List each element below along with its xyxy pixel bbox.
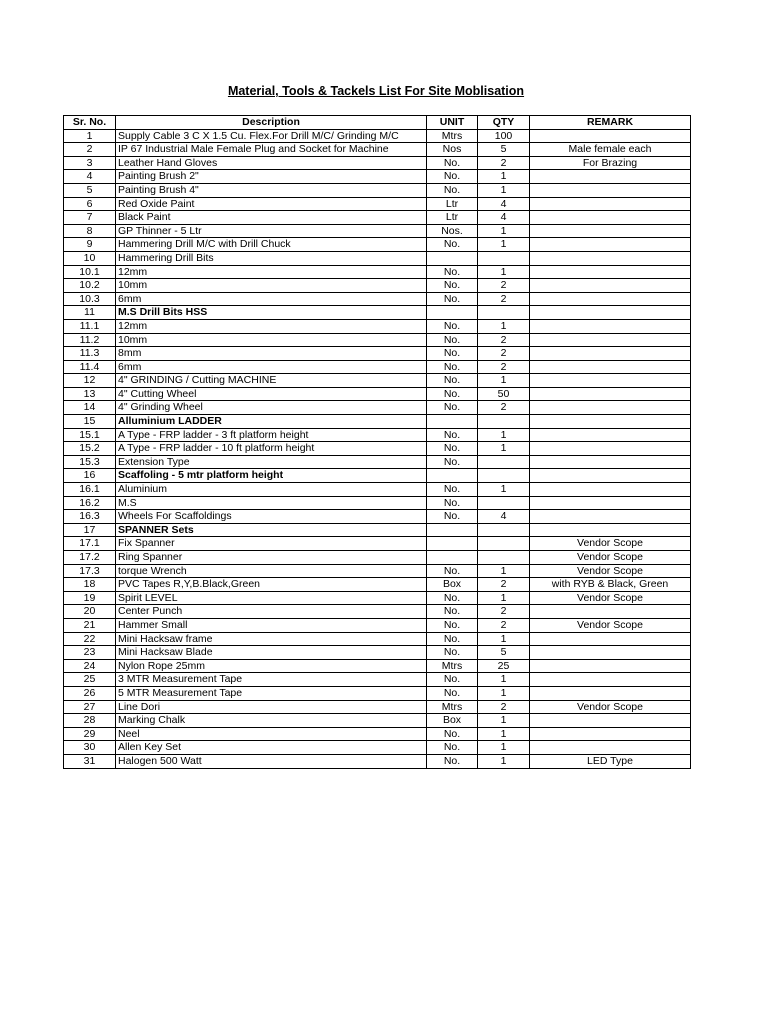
cell-qty: [478, 469, 530, 483]
header-qty: QTY: [478, 116, 530, 130]
cell-remark: [530, 469, 691, 483]
cell-remark: [530, 727, 691, 741]
cell-remark: [530, 360, 691, 374]
cell-srno: 7: [64, 211, 116, 225]
cell-unit: No.: [427, 279, 478, 293]
cell-unit: No.: [427, 183, 478, 197]
cell-unit: No.: [427, 605, 478, 619]
cell-remark: with RYB & Black, Green: [530, 578, 691, 592]
cell-srno: 29: [64, 727, 116, 741]
cell-remark: [530, 510, 691, 524]
cell-remark: [530, 129, 691, 143]
cell-remark: Vendor Scope: [530, 537, 691, 551]
cell-srno: 3: [64, 156, 116, 170]
header-remark: REMARK: [530, 116, 691, 130]
cell-remark: [530, 673, 691, 687]
cell-srno: 11: [64, 306, 116, 320]
cell-unit: [427, 523, 478, 537]
cell-description: 10mm: [116, 333, 427, 347]
cell-qty: 1: [478, 442, 530, 456]
cell-qty: 4: [478, 510, 530, 524]
cell-description: torque Wrench: [116, 564, 427, 578]
cell-qty: 25: [478, 659, 530, 673]
header-description: Description: [116, 116, 427, 130]
table-row: [64, 632, 691, 646]
cell-description: Nylon Rope 25mm: [116, 659, 427, 673]
table-row: [64, 279, 691, 293]
cell-srno: 11.3: [64, 347, 116, 361]
table-row: [64, 347, 691, 361]
cell-unit: No.: [427, 632, 478, 646]
cell-qty: 1: [478, 428, 530, 442]
cell-srno: 11.2: [64, 333, 116, 347]
table-row: [64, 578, 691, 592]
cell-unit: No.: [427, 673, 478, 687]
cell-qty: 2: [478, 292, 530, 306]
cell-qty: 4: [478, 197, 530, 211]
table-row: [64, 564, 691, 578]
cell-srno: 6: [64, 197, 116, 211]
cell-description: Mini Hacksaw Blade: [116, 646, 427, 660]
table-row: [64, 197, 691, 211]
table-row: [64, 646, 691, 660]
cell-qty: 2: [478, 333, 530, 347]
cell-unit: No.: [427, 591, 478, 605]
cell-qty: 1: [478, 319, 530, 333]
cell-qty: 100: [478, 129, 530, 143]
cell-description: A Type - FRP ladder - 3 ft platform height: [116, 428, 427, 442]
table-row: [64, 510, 691, 524]
cell-description: Extension Type: [116, 455, 427, 469]
cell-unit: [427, 251, 478, 265]
cell-remark: [530, 741, 691, 755]
cell-unit: No.: [427, 741, 478, 755]
table-row: [64, 714, 691, 728]
table-row: [64, 387, 691, 401]
cell-unit: No.: [427, 455, 478, 469]
cell-unit: No.: [427, 618, 478, 632]
cell-remark: [530, 605, 691, 619]
cell-remark: Vendor Scope: [530, 551, 691, 565]
table-row: [64, 618, 691, 632]
table-row: [64, 496, 691, 510]
cell-description: 10mm: [116, 279, 427, 293]
cell-unit: Nos.: [427, 224, 478, 238]
cell-description: 8mm: [116, 347, 427, 361]
table-body: [64, 129, 691, 768]
cell-remark: [530, 455, 691, 469]
cell-remark: [530, 428, 691, 442]
cell-remark: LED Type: [530, 754, 691, 768]
cell-unit: [427, 551, 478, 565]
cell-srno: 19: [64, 591, 116, 605]
cell-srno: 5: [64, 183, 116, 197]
cell-remark: Vendor Scope: [530, 564, 691, 578]
table-row: [64, 292, 691, 306]
cell-description: IP 67 Industrial Male Female Plug and Socket for Machine: [116, 143, 427, 157]
cell-qty: [478, 496, 530, 510]
cell-srno: 17.2: [64, 551, 116, 565]
cell-description: Hammer Small: [116, 618, 427, 632]
cell-qty: 5: [478, 143, 530, 157]
cell-unit: No.: [427, 428, 478, 442]
cell-remark: [530, 170, 691, 184]
cell-srno: 1: [64, 129, 116, 143]
table-row: [64, 306, 691, 320]
cell-srno: 8: [64, 224, 116, 238]
cell-srno: 28: [64, 714, 116, 728]
table-row: [64, 686, 691, 700]
cell-srno: 11.4: [64, 360, 116, 374]
cell-description: 12mm: [116, 265, 427, 279]
cell-description: A Type - FRP ladder - 10 ft platform height: [116, 442, 427, 456]
cell-srno: 16.3: [64, 510, 116, 524]
cell-unit: No.: [427, 319, 478, 333]
cell-qty: [478, 415, 530, 429]
table-row: [64, 374, 691, 388]
cell-srno: 17.3: [64, 564, 116, 578]
cell-description: M.S: [116, 496, 427, 510]
cell-srno: 10: [64, 251, 116, 265]
cell-unit: No.: [427, 292, 478, 306]
cell-description: 6mm: [116, 292, 427, 306]
cell-description: Painting Brush 2": [116, 170, 427, 184]
header-srno: Sr. No.: [64, 116, 116, 130]
cell-qty: 1: [478, 265, 530, 279]
cell-unit: Mtrs: [427, 700, 478, 714]
cell-unit: No.: [427, 483, 478, 497]
cell-description: PVC Tapes R,Y,B.Black,Green: [116, 578, 427, 592]
cell-remark: [530, 415, 691, 429]
cell-srno: 27: [64, 700, 116, 714]
cell-description: Painting Brush 4": [116, 183, 427, 197]
cell-description: 5 MTR Measurement Tape: [116, 686, 427, 700]
cell-unit: No.: [427, 496, 478, 510]
cell-qty: 1: [478, 170, 530, 184]
cell-unit: No.: [427, 510, 478, 524]
table-row: [64, 469, 691, 483]
materials-table: [63, 115, 691, 769]
cell-qty: 2: [478, 700, 530, 714]
table-row: [64, 224, 691, 238]
cell-qty: [478, 551, 530, 565]
cell-unit: Mtrs: [427, 129, 478, 143]
cell-description: Neel: [116, 727, 427, 741]
table-row: [64, 401, 691, 415]
table-row: [64, 251, 691, 265]
cell-qty: 2: [478, 360, 530, 374]
table-row: [64, 211, 691, 225]
cell-qty: [478, 455, 530, 469]
cell-unit: [427, 537, 478, 551]
cell-srno: 23: [64, 646, 116, 660]
cell-srno: 30: [64, 741, 116, 755]
cell-description: Hammering Drill Bits: [116, 251, 427, 265]
cell-description: GP Thinner - 5 Ltr: [116, 224, 427, 238]
cell-unit: No.: [427, 646, 478, 660]
cell-description: Ring Spanner: [116, 551, 427, 565]
cell-remark: [530, 659, 691, 673]
table-row: [64, 523, 691, 537]
table-row: [64, 170, 691, 184]
cell-srno: 12: [64, 374, 116, 388]
cell-srno: 9: [64, 238, 116, 252]
cell-remark: [530, 319, 691, 333]
table-row: [64, 415, 691, 429]
cell-remark: [530, 401, 691, 415]
cell-unit: No.: [427, 686, 478, 700]
cell-qty: 2: [478, 401, 530, 415]
cell-description: Leather Hand Gloves: [116, 156, 427, 170]
table-row: [64, 428, 691, 442]
cell-qty: [478, 306, 530, 320]
cell-remark: [530, 183, 691, 197]
cell-description: Black Paint: [116, 211, 427, 225]
cell-remark: [530, 224, 691, 238]
cell-description: Allen Key Set: [116, 741, 427, 755]
cell-srno: 17.1: [64, 537, 116, 551]
cell-srno: 22: [64, 632, 116, 646]
table-row: [64, 183, 691, 197]
cell-qty: 2: [478, 578, 530, 592]
cell-qty: [478, 251, 530, 265]
cell-qty: 2: [478, 347, 530, 361]
cell-description: Mini Hacksaw frame: [116, 632, 427, 646]
table-row: [64, 605, 691, 619]
table-row: [64, 442, 691, 456]
cell-srno: 15: [64, 415, 116, 429]
cell-remark: [530, 714, 691, 728]
table-row: [64, 754, 691, 768]
cell-srno: 15.1: [64, 428, 116, 442]
cell-remark: [530, 374, 691, 388]
cell-qty: 1: [478, 183, 530, 197]
cell-unit: Ltr: [427, 197, 478, 211]
cell-remark: [530, 279, 691, 293]
cell-remark: [530, 265, 691, 279]
cell-qty: 5: [478, 646, 530, 660]
cell-remark: [530, 442, 691, 456]
cell-remark: Vendor Scope: [530, 618, 691, 632]
cell-description: 4" Cutting Wheel: [116, 387, 427, 401]
cell-unit: No.: [427, 347, 478, 361]
cell-description: Alluminium LADDER: [116, 415, 427, 429]
table-row: [64, 659, 691, 673]
cell-unit: [427, 415, 478, 429]
cell-unit: No.: [427, 374, 478, 388]
cell-description: 6mm: [116, 360, 427, 374]
cell-qty: [478, 523, 530, 537]
cell-unit: No.: [427, 754, 478, 768]
cell-description: Fix Spanner: [116, 537, 427, 551]
cell-unit: No.: [427, 156, 478, 170]
cell-remark: [530, 387, 691, 401]
cell-srno: 11.1: [64, 319, 116, 333]
cell-remark: [530, 238, 691, 252]
cell-unit: No.: [427, 238, 478, 252]
table-row: [64, 265, 691, 279]
cell-qty: 1: [478, 564, 530, 578]
cell-qty: 1: [478, 727, 530, 741]
cell-description: Supply Cable 3 C X 1.5 Cu. Flex.For Drill M/C/ Grinding M/C: [116, 129, 427, 143]
cell-unit: No.: [427, 401, 478, 415]
cell-srno: 20: [64, 605, 116, 619]
cell-description: Spirit LEVEL: [116, 591, 427, 605]
table-row: [64, 238, 691, 252]
cell-srno: 21: [64, 618, 116, 632]
table-header-row: [64, 116, 691, 130]
cell-qty: 1: [478, 224, 530, 238]
cell-description: 4" GRINDING / Cutting MACHINE: [116, 374, 427, 388]
cell-remark: [530, 496, 691, 510]
table-row: [64, 551, 691, 565]
cell-description: M.S Drill Bits HSS: [116, 306, 427, 320]
cell-srno: 10.1: [64, 265, 116, 279]
cell-srno: 13: [64, 387, 116, 401]
table-row: [64, 333, 691, 347]
cell-srno: 16: [64, 469, 116, 483]
cell-srno: 15.3: [64, 455, 116, 469]
cell-description: Red Oxide Paint: [116, 197, 427, 211]
cell-description: 12mm: [116, 319, 427, 333]
cell-description: 3 MTR Measurement Tape: [116, 673, 427, 687]
cell-remark: [530, 646, 691, 660]
cell-unit: [427, 306, 478, 320]
cell-description: 4" Grinding Wheel: [116, 401, 427, 415]
table-row: [64, 156, 691, 170]
cell-srno: 15.2: [64, 442, 116, 456]
table-row: [64, 360, 691, 374]
cell-remark: [530, 197, 691, 211]
cell-qty: 1: [478, 673, 530, 687]
cell-remark: [530, 306, 691, 320]
cell-unit: No.: [427, 727, 478, 741]
cell-unit: No.: [427, 360, 478, 374]
cell-unit: Ltr: [427, 211, 478, 225]
cell-description: Line Dori: [116, 700, 427, 714]
cell-description: Wheels For Scaffoldings: [116, 510, 427, 524]
cell-qty: 2: [478, 279, 530, 293]
header-unit: UNIT: [427, 116, 478, 130]
cell-srno: 16.2: [64, 496, 116, 510]
table-row: [64, 673, 691, 687]
cell-qty: 2: [478, 618, 530, 632]
cell-qty: 1: [478, 754, 530, 768]
cell-unit: No.: [427, 333, 478, 347]
cell-unit: Box: [427, 714, 478, 728]
cell-unit: [427, 469, 478, 483]
cell-description: Marking Chalk: [116, 714, 427, 728]
cell-srno: 4: [64, 170, 116, 184]
cell-qty: 2: [478, 605, 530, 619]
cell-qty: 1: [478, 741, 530, 755]
cell-description: Aluminium: [116, 483, 427, 497]
cell-qty: 1: [478, 632, 530, 646]
cell-unit: No.: [427, 170, 478, 184]
table-row: [64, 319, 691, 333]
cell-unit: No.: [427, 564, 478, 578]
cell-description: Halogen 500 Watt: [116, 754, 427, 768]
table-row: [64, 537, 691, 551]
cell-remark: [530, 333, 691, 347]
cell-srno: 17: [64, 523, 116, 537]
cell-remark: For Brazing: [530, 156, 691, 170]
cell-remark: Male female each: [530, 143, 691, 157]
cell-srno: 18: [64, 578, 116, 592]
cell-remark: [530, 632, 691, 646]
cell-qty: [478, 537, 530, 551]
cell-srno: 10.2: [64, 279, 116, 293]
cell-unit: No.: [427, 442, 478, 456]
cell-srno: 26: [64, 686, 116, 700]
cell-unit: Mtrs: [427, 659, 478, 673]
page-title: Material, Tools & Tackels List For Site Moblisation: [227, 84, 525, 98]
table-row: [64, 727, 691, 741]
cell-srno: 16.1: [64, 483, 116, 497]
cell-description: SPANNER Sets: [116, 523, 427, 537]
cell-qty: 1: [478, 483, 530, 497]
cell-unit: No.: [427, 387, 478, 401]
cell-qty: 50: [478, 387, 530, 401]
cell-remark: [530, 483, 691, 497]
cell-srno: 2: [64, 143, 116, 157]
cell-srno: 24: [64, 659, 116, 673]
cell-unit: No.: [427, 265, 478, 279]
cell-qty: 1: [478, 238, 530, 252]
table-row: [64, 129, 691, 143]
cell-unit: Box: [427, 578, 478, 592]
cell-qty: 1: [478, 374, 530, 388]
table-row: [64, 143, 691, 157]
cell-srno: 31: [64, 754, 116, 768]
cell-description: Hammering Drill M/C with Drill Chuck: [116, 238, 427, 252]
cell-remark: [530, 347, 691, 361]
cell-remark: [530, 251, 691, 265]
cell-description: Scaffoling - 5 mtr platform height: [116, 469, 427, 483]
cell-srno: 10.3: [64, 292, 116, 306]
table-row: [64, 455, 691, 469]
cell-remark: [530, 292, 691, 306]
cell-remark: Vendor Scope: [530, 591, 691, 605]
cell-qty: 1: [478, 686, 530, 700]
table-row: [64, 591, 691, 605]
cell-qty: 1: [478, 714, 530, 728]
table-row: [64, 700, 691, 714]
cell-qty: 1: [478, 591, 530, 605]
cell-description: Center Punch: [116, 605, 427, 619]
cell-remark: [530, 686, 691, 700]
cell-qty: 2: [478, 156, 530, 170]
cell-srno: 14: [64, 401, 116, 415]
table-row: [64, 741, 691, 755]
cell-remark: Vendor Scope: [530, 700, 691, 714]
cell-qty: 4: [478, 211, 530, 225]
cell-remark: [530, 523, 691, 537]
cell-srno: 25: [64, 673, 116, 687]
cell-unit: Nos: [427, 143, 478, 157]
table-row: [64, 483, 691, 497]
cell-remark: [530, 211, 691, 225]
